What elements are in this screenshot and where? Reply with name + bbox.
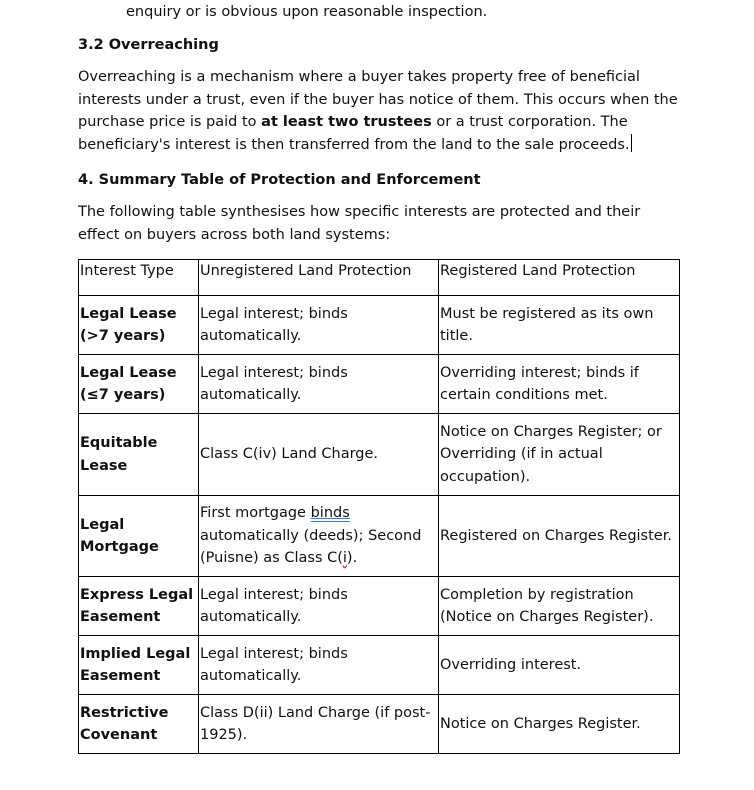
registered-cell[interactable]: Notice on Charges Register. <box>439 695 680 754</box>
interest-cell[interactable]: Equitable Lease <box>79 414 199 496</box>
previous-paragraph-end: enquiry or is obvious upon reasonable inspection. <box>126 4 488 20</box>
registered-cell[interactable]: Overriding interest; binds if certain conditions met. <box>439 355 680 414</box>
table-row <box>79 496 680 577</box>
header-cell-interest-type[interactable]: Interest Type <box>79 260 199 296</box>
summary-intro-paragraph[interactable]: The following table synthesises how specific interests are protected and their effect on buyers across both land systems: <box>78 204 641 243</box>
registered-cell[interactable]: Notice on Charges Register; or Overriding (if in actual occupation). <box>439 414 680 496</box>
mortgage-text-c: automatically (deeds); Second (Puisne) as Class C( <box>200 527 422 567</box>
unregistered-cell[interactable]: Legal interest; binds automatically. <box>199 355 439 414</box>
mortgage-text-e: ). <box>346 550 358 567</box>
interest-cell[interactable]: Express Legal Easement <box>79 577 199 636</box>
unregistered-cell[interactable]: Class D(ii) Land Charge (if post-1925). <box>199 695 439 754</box>
unregistered-cell[interactable]: Legal interest; binds automatically. <box>199 577 439 636</box>
unregistered-cell[interactable] <box>199 496 439 577</box>
table-row <box>79 414 680 496</box>
header-cell-unregistered[interactable]: Unregistered Land Protection <box>199 260 439 296</box>
table-row <box>79 296 680 355</box>
section-heading-overreaching: 3.2 Overreaching <box>78 37 219 53</box>
unregistered-cell[interactable]: Class C(iv) Land Charge. <box>199 414 439 496</box>
registered-cell[interactable]: Must be registered as its own title. <box>439 296 680 355</box>
interest-cell[interactable]: Legal Mortgage <box>79 496 199 577</box>
summary-table <box>78 259 680 754</box>
table-row <box>79 355 680 414</box>
spelling-flagged-word[interactable]: i <box>342 550 347 567</box>
interest-cell[interactable]: Implied Legal Easement <box>79 636 199 695</box>
registered-cell[interactable]: Completion by registration (Notice on Charges Register). <box>439 577 680 636</box>
grammar-flagged-word[interactable]: binds <box>310 505 350 522</box>
section-heading-summary-table: 4. Summary Table of Protection and Enforcement <box>78 172 481 188</box>
mortgage-text-a: First mortgage <box>200 505 311 522</box>
interest-cell[interactable]: Legal Lease (≤7 years) <box>79 355 199 414</box>
overreaching-text-2: or a trust corporation. The beneficiary's interest is then transferred from the land to the sale proceeds. <box>78 114 630 154</box>
table-row <box>79 577 680 636</box>
registered-cell[interactable]: Registered on Charges Register. <box>439 496 680 577</box>
overreaching-text-1: Overreaching is a mechanism where a buyer takes property free of beneficial interests under a trust, even if the buyer has notice of them. This occurs when the purchase price is paid to <box>78 69 678 131</box>
interest-cell[interactable]: Restrictive Covenant <box>79 695 199 754</box>
table-row <box>79 695 680 754</box>
overreaching-paragraph[interactable] <box>78 66 682 157</box>
table-header-row <box>79 260 680 296</box>
table-row <box>79 636 680 695</box>
text-cursor <box>631 134 632 152</box>
unregistered-cell[interactable]: Legal interest; binds automatically. <box>199 296 439 355</box>
header-cell-registered[interactable]: Registered Land Protection <box>439 260 680 296</box>
unregistered-cell[interactable]: Legal interest; binds automatically. <box>199 636 439 695</box>
registered-cell[interactable]: Overriding interest. <box>439 636 680 695</box>
interest-cell[interactable]: Legal Lease (>7 years) <box>79 296 199 355</box>
overreaching-bold-text: at least two trustees <box>261 114 432 131</box>
